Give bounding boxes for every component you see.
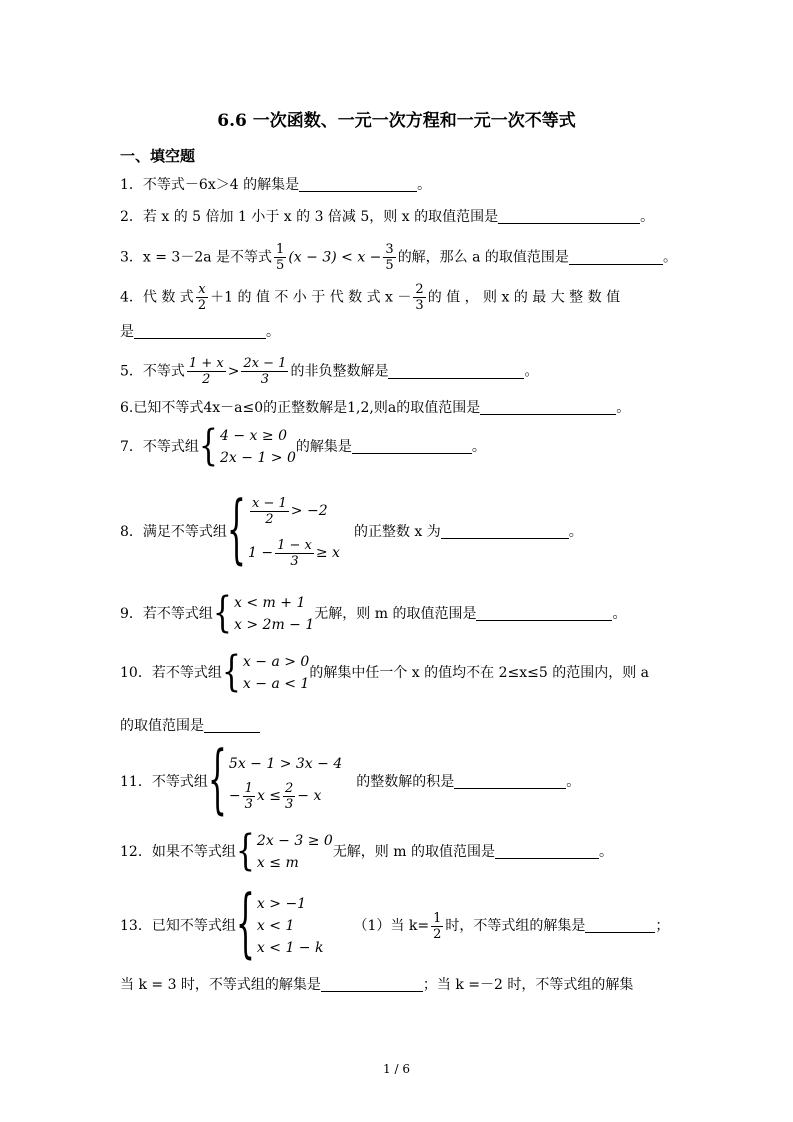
question-4: 4．代 数 式 $\frac{x}{2}$ ＋1 的 值 不 小 于 代 数 式 x － $\frac{2}{3}$ 的 值 ， 则 x 的 最 大 整 数 值 xyxy=(120,282,621,313)
answer-blank[interactable] xyxy=(480,398,616,415)
answer-blank[interactable] xyxy=(498,207,640,224)
question-13: 13．已知不等式组 { x > −1 x < 1 x < 1 − k （1）当 k= $\frac{1}{2}$ 时，不等式组的解集是 ； xyxy=(120,881,670,969)
question-2: 2．若 x 的 5 倍加 1 小于 x 的 3 倍减 5，则 x 的取值范围是 。 xyxy=(120,209,655,225)
question-4-cont: 是 。 xyxy=(120,324,280,340)
question-12: 12．如果不等式组 { 2x − 3 ≥ 0 x ≤ m 无解，则 m 的取值范围是 。 xyxy=(120,826,613,876)
inequality-system: { x − a > 0 x − a < 1 xyxy=(221,647,310,697)
answer-blank[interactable] xyxy=(495,842,599,859)
fraction: $\frac{1 + x}{2}$ xyxy=(188,356,224,387)
question-8: 8．满足不等式组 { $\frac{x - 1}{2}$ > −2 1 − $\frac{1 - x}{3}$ ≥ x 的正整数 x 为 。 xyxy=(120,487,583,575)
answer-blank[interactable] xyxy=(299,175,417,192)
answer-blank[interactable] xyxy=(476,604,612,621)
question-10-cont: 的取值范围是 xyxy=(120,716,260,736)
question-3: 3．x = 3－2a 是不等式 $\frac{1}{5}$ (x − 3) < x − $\frac{3}{5}$ 的解，那么 a 的取值范围是 。 xyxy=(120,242,677,273)
page-number: 1 / 6 xyxy=(383,1062,410,1076)
inequality-system: { x > −1 x < 1 x < 1 − k xyxy=(235,881,324,969)
question-10: 10．若不等式组 { x − a > 0 x − a < 1 的解集中任一个 x 的值均不在 2≤x≤5 的范围内，则 a xyxy=(120,647,650,697)
question-13-cont: 当 k = 3 时，不等式组的解集是 ；当 k =－2 时，不等式组的解集 xyxy=(120,977,634,993)
question-9: 9．若不等式组 { x < m + 1 x > 2m − 1 无解，则 m 的取值范围是 。 xyxy=(120,588,627,638)
answer-blank[interactable] xyxy=(388,362,524,379)
fraction: $\frac{2x - 1}{3}$ xyxy=(243,356,287,387)
fraction: $\frac{1}{2}$ xyxy=(433,910,442,942)
answer-blank[interactable] xyxy=(585,916,655,933)
fraction: $\frac{1}{5}$ xyxy=(276,242,285,273)
answer-blank[interactable] xyxy=(454,772,566,789)
answer-blank[interactable] xyxy=(441,522,569,539)
inequality-system: { 5x − 1 > 3x − 4 − $\frac{1}{3}$ x ≤ $\frac{2}{3}$ − x xyxy=(207,737,343,825)
question-6: 6.已知不等式4x－a≤0的正整数解是1,2,则a的取值范围是 。 xyxy=(120,400,631,416)
answer-blank[interactable] xyxy=(352,437,472,454)
answer-blank[interactable] xyxy=(134,322,266,339)
question-7: 7．不等式组 { 4 − x ≥ 0 2x − 1 > 0 的解集是 。 xyxy=(120,421,486,471)
section-heading: 一、填空题 xyxy=(120,147,196,165)
question-5: 5．不等式 $\frac{1 + x}{2}$ > $\frac{2x - 1}{3}$ 的非负整数解是 。 xyxy=(120,356,539,387)
answer-blank[interactable] xyxy=(569,248,663,265)
inequality-system: { 2x − 3 ≥ 0 x ≤ m xyxy=(235,826,333,876)
answer-blank[interactable] xyxy=(204,716,260,733)
question-11: 11．不等式组 { 5x − 1 > 3x − 4 − $\frac{1}{3}$ x ≤ $\frac{2}{3}$ − x 的整数解的积是 。 xyxy=(120,737,581,825)
fraction: $\frac{x}{2}$ xyxy=(197,282,207,313)
question-1: 1．不等式－6x＞4 的解集是 。 xyxy=(120,177,432,193)
fraction: $\frac{2}{3}$ xyxy=(415,282,424,313)
inequality-system: { 4 − x ≥ 0 2x − 1 > 0 xyxy=(198,421,296,471)
answer-blank[interactable] xyxy=(321,975,423,992)
fraction: $\frac{3}{5}$ xyxy=(385,242,394,273)
page-title: 6.6 一次函数、一元一次方程和一元一次不等式 xyxy=(217,111,576,131)
inequality-system: { $\frac{x - 1}{2}$ > −2 1 − $\frac{1 - x}{3}$ ≥ x xyxy=(226,487,340,575)
inequality-system: { x < m + 1 x > 2m − 1 xyxy=(212,588,315,638)
